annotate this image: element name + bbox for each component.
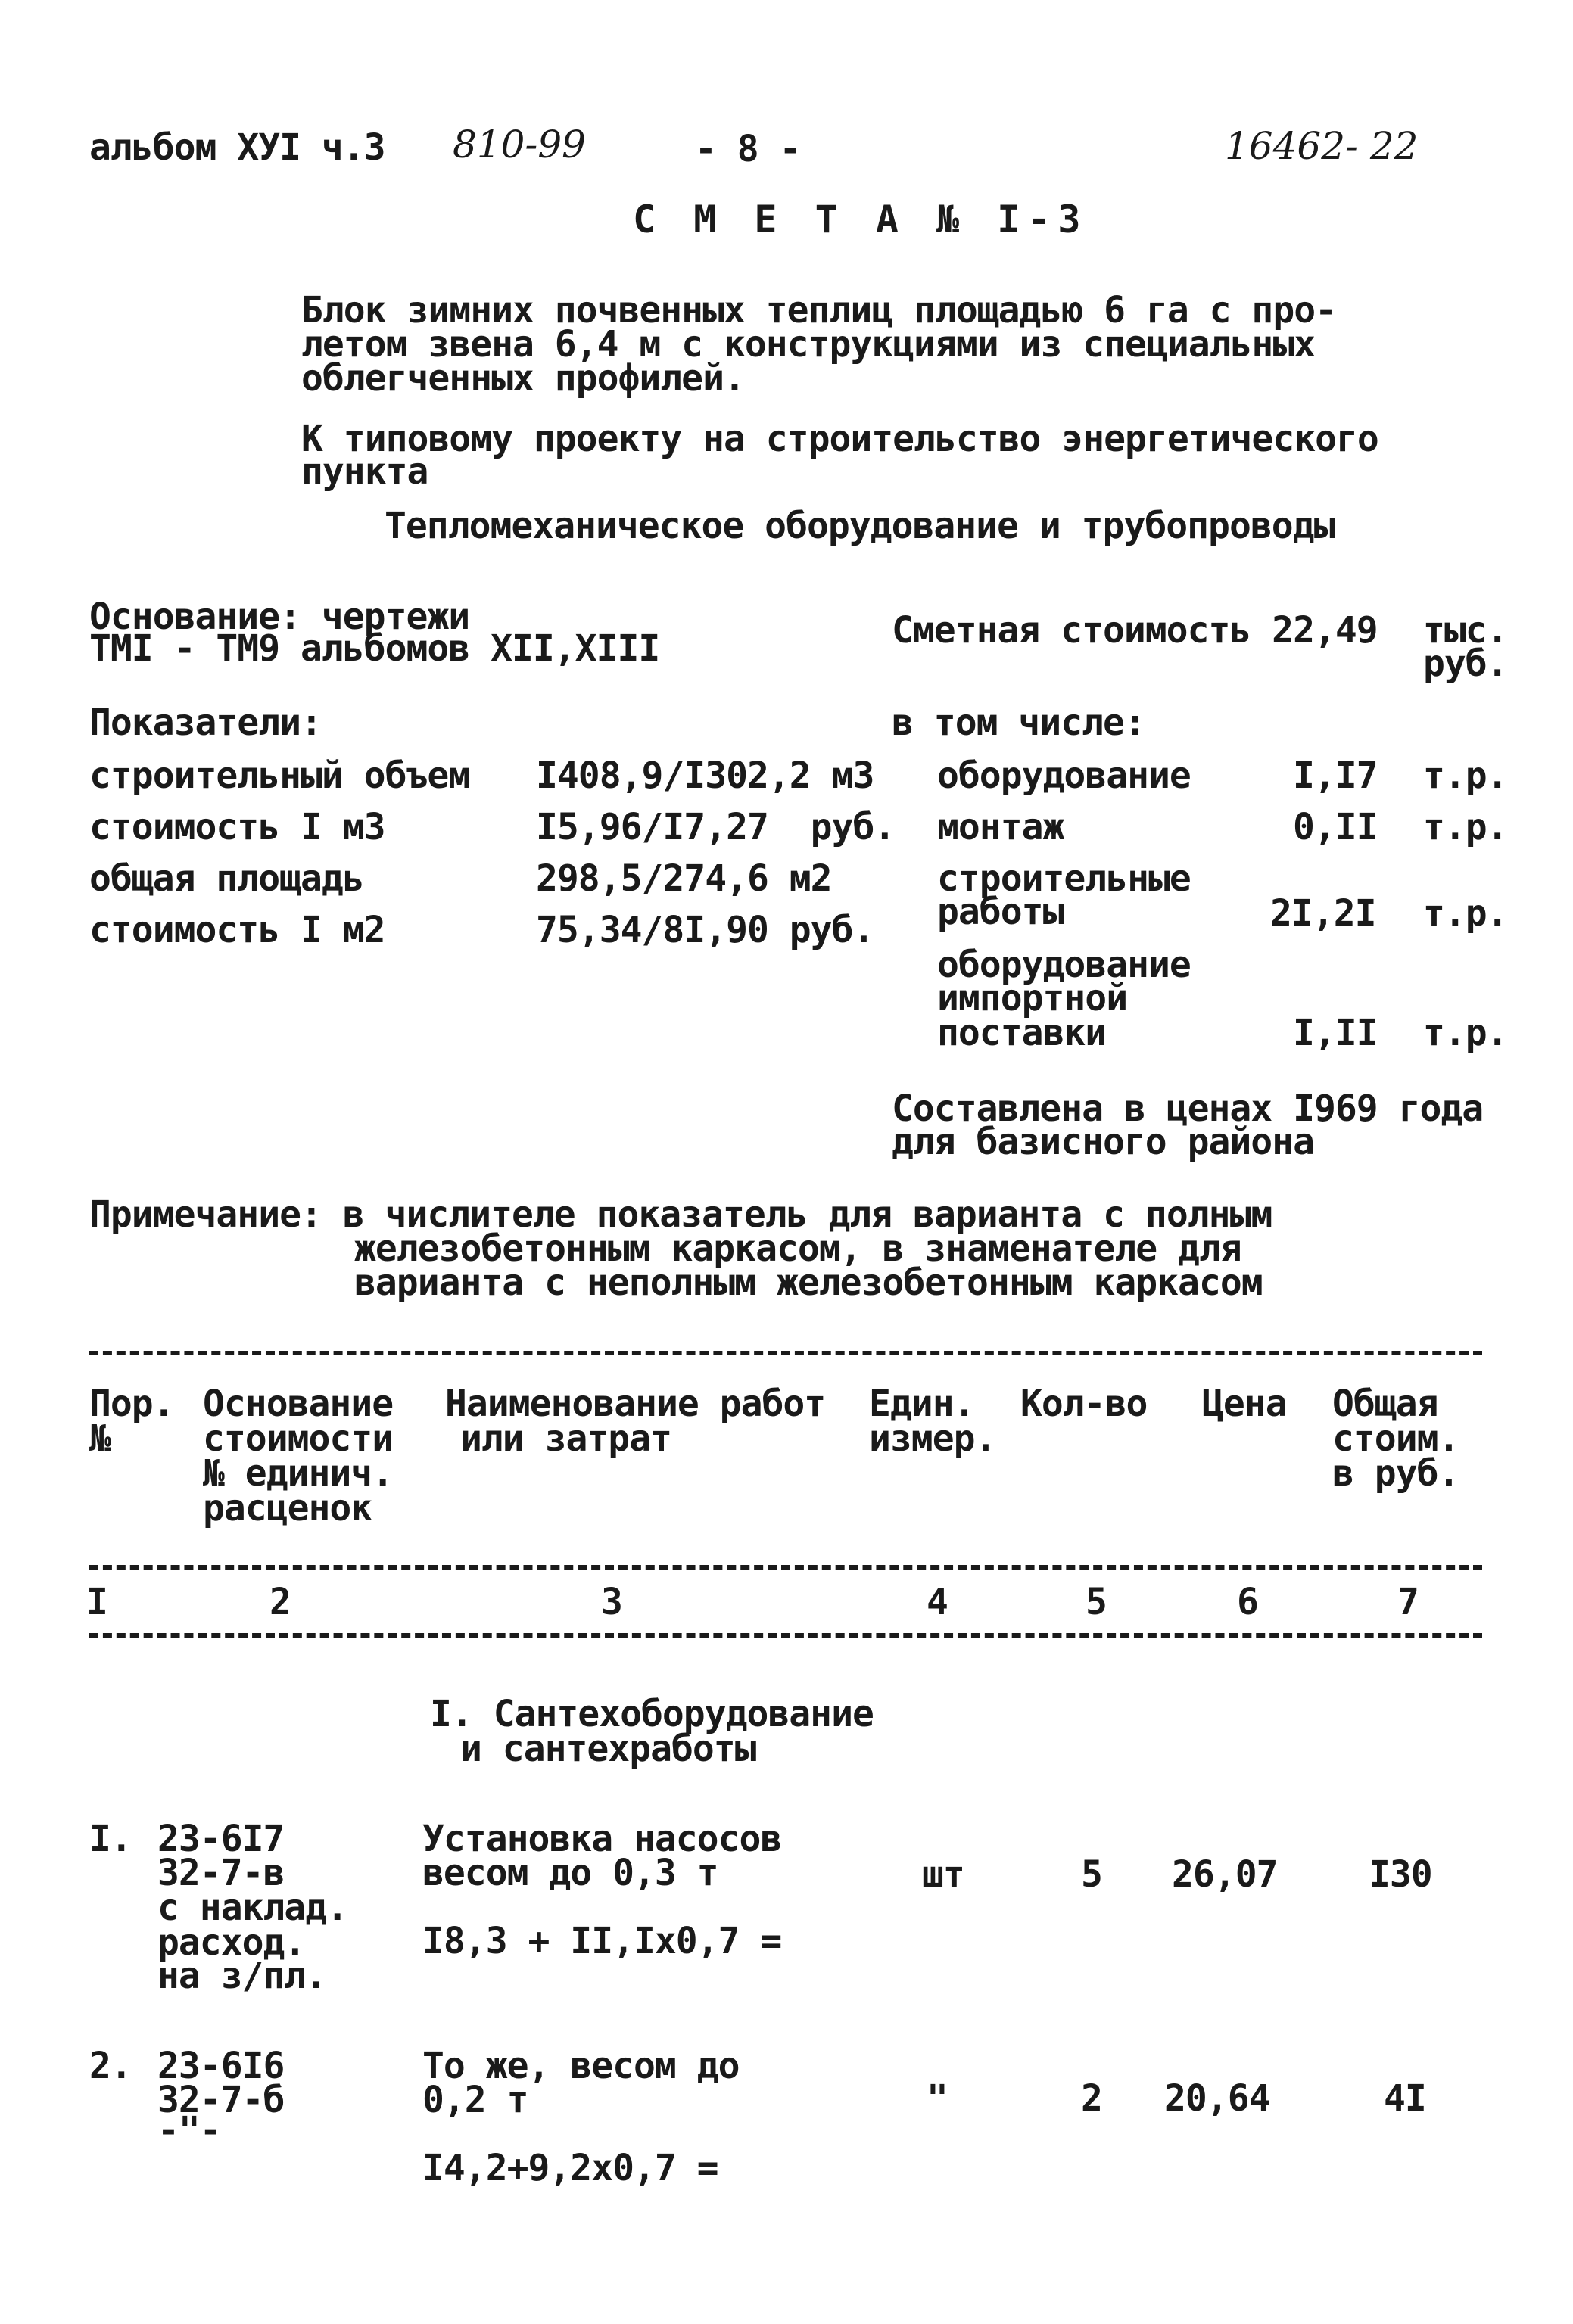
breakdown-unit: т.р.: [1423, 806, 1508, 848]
indicator-label: строительный объем: [89, 754, 470, 797]
breakdown-name: строительные: [937, 857, 1191, 900]
row-total: 4I: [1384, 2077, 1426, 2120]
intro-line: пункта: [301, 450, 428, 493]
col-header-total: в руб.: [1332, 1452, 1459, 1495]
row-qty: 2: [1081, 2077, 1102, 2120]
intro-line: Блок зимних почвенных теплиц площадью 6 га с про-: [301, 289, 1337, 331]
breakdown-unit: т.р.: [1423, 754, 1508, 797]
breakdown-value: 0,II: [1293, 806, 1378, 848]
table-rule: [89, 1565, 1482, 1570]
row-formula: I8,3 + II,Iх0,7 =: [422, 1920, 782, 1962]
col-header-unit: Един.: [869, 1383, 975, 1425]
row-basis: 23-6I6: [157, 2045, 285, 2087]
row-formula: I4,2+9,2х0,7 =: [422, 2147, 718, 2189]
prices-note: Составлена в ценах I969 года: [892, 1087, 1484, 1130]
row-qty: 5: [1081, 1853, 1102, 1896]
indicator-value: I5,96/I7,27 руб.: [536, 806, 896, 848]
remark-line: Примечание: в числителе показатель для варианта с полным: [89, 1193, 1272, 1236]
col-header-qty: Кол-во: [1020, 1383, 1148, 1425]
breakdown-name: оборудование: [937, 944, 1191, 986]
breakdown-name: работы: [937, 891, 1064, 933]
col-header-total: стоим.: [1332, 1417, 1459, 1460]
indicators-heading: Показатели:: [89, 702, 322, 744]
remark-line: железобетонным каркасом, в знаменателе для: [354, 1227, 1241, 1270]
row-price: 26,07: [1172, 1853, 1278, 1896]
row-unit: ": [927, 2077, 948, 2120]
indicator-value: 75,34/8I,90 руб.: [536, 909, 874, 951]
col-header-basis: № единич.: [203, 1452, 394, 1495]
intro-line: облегченных профилей.: [301, 357, 745, 400]
basis-line: ТМI - ТМ9 альбомов ХII,ХIII: [89, 627, 660, 670]
col-header-name: Наименование работ: [445, 1383, 826, 1425]
row-name: весом до 0,3 т: [422, 1852, 718, 1894]
intro-line: летом звена 6,4 м с конструкциями из специальных: [301, 323, 1316, 366]
breakdown-name: монтаж: [937, 806, 1064, 848]
cost-unit: тыс.: [1423, 609, 1508, 652]
row-total: I30: [1369, 1853, 1432, 1896]
row-basis: на з/пл.: [157, 1955, 327, 1997]
row-basis: с наклад.: [157, 1887, 348, 1929]
breakdown-name: поставки: [937, 1012, 1107, 1054]
col-header-basis: расценок: [203, 1487, 372, 1529]
estimated-cost: Сметная стоимость 22,49: [892, 609, 1378, 652]
indicator-value: I408,9/I302,2 м3: [536, 754, 874, 797]
col-number: 2: [269, 1581, 291, 1623]
intro-line: К типовому проекту на строительство энергетического: [301, 418, 1378, 460]
col-number: 4: [927, 1581, 948, 1623]
col-number: I: [86, 1581, 107, 1623]
basis-line: Основание: чертежи: [89, 596, 470, 638]
section-subtitle: Тепломеханическое оборудование и трубопроводы: [385, 505, 1335, 547]
col-header-no: Пор.: [89, 1383, 174, 1425]
row-number: I.: [89, 1818, 132, 1860]
indicator-label: стоимость I м2: [89, 909, 385, 951]
row-name: Установка насосов: [422, 1818, 782, 1860]
indicator-value: 298,5/274,6 м2: [536, 857, 832, 900]
indicator-label: общая площадь: [89, 857, 364, 900]
col-header-price: Цена: [1202, 1383, 1287, 1425]
row-basis: 32-7-б: [157, 2079, 285, 2121]
col-number: 5: [1086, 1581, 1107, 1623]
cost-unit: руб.: [1423, 642, 1508, 685]
breakdown-value: I,II: [1293, 1012, 1378, 1054]
row-number: 2.: [89, 2045, 132, 2087]
breakdown-value: 2I,2I: [1270, 892, 1376, 935]
breakdown-unit: т.р.: [1423, 892, 1508, 935]
col-header-basis: Основание: [203, 1383, 394, 1425]
table-rule: [89, 1351, 1482, 1355]
row-basis: -"-: [157, 2109, 221, 2151]
row-basis: 32-7-в: [157, 1852, 285, 1894]
col-header-name: или затрат: [460, 1417, 671, 1460]
col-number: 3: [601, 1581, 622, 1623]
col-number: 6: [1237, 1581, 1258, 1623]
col-header-total: Общая: [1332, 1383, 1438, 1425]
page-number: - 8 -: [695, 128, 801, 170]
breakdown-unit: т.р.: [1423, 1012, 1508, 1054]
table-rule: [89, 1633, 1482, 1638]
row-basis: расход.: [157, 1921, 306, 1964]
remark-line: варианта с неполным железобетонным каркасом: [354, 1262, 1263, 1304]
col-header-basis: стоимости: [203, 1417, 394, 1460]
breakdown-name: оборудование: [937, 754, 1191, 797]
col-number: 7: [1397, 1581, 1419, 1623]
handwritten-number-left: 810-99: [453, 123, 586, 166]
col-header-unit: измер.: [869, 1417, 996, 1460]
col-header-no: №: [89, 1417, 111, 1460]
row-price: 20,64: [1164, 2077, 1270, 2120]
section-title: и сантехработы: [460, 1728, 756, 1770]
row-unit: шт: [922, 1853, 964, 1896]
breakdown-value: I,I7: [1293, 754, 1378, 797]
prices-note: для базисного района: [892, 1121, 1314, 1163]
section-title: I. Сантехоборудование: [430, 1693, 874, 1735]
row-basis: 23-6I7: [157, 1818, 285, 1860]
including-heading: в том числе:: [892, 702, 1145, 744]
document-title: С М Е Т А № I-3: [633, 198, 1089, 241]
row-name: 0,2 т: [422, 2079, 528, 2121]
album-ref: альбом ХУI ч.3: [89, 126, 385, 169]
indicator-label: стоимость I м3: [89, 806, 385, 848]
breakdown-name: импортной: [937, 977, 1128, 1019]
handwritten-number-right: 16462- 22: [1225, 124, 1419, 168]
row-name: То же, весом до: [422, 2045, 740, 2087]
